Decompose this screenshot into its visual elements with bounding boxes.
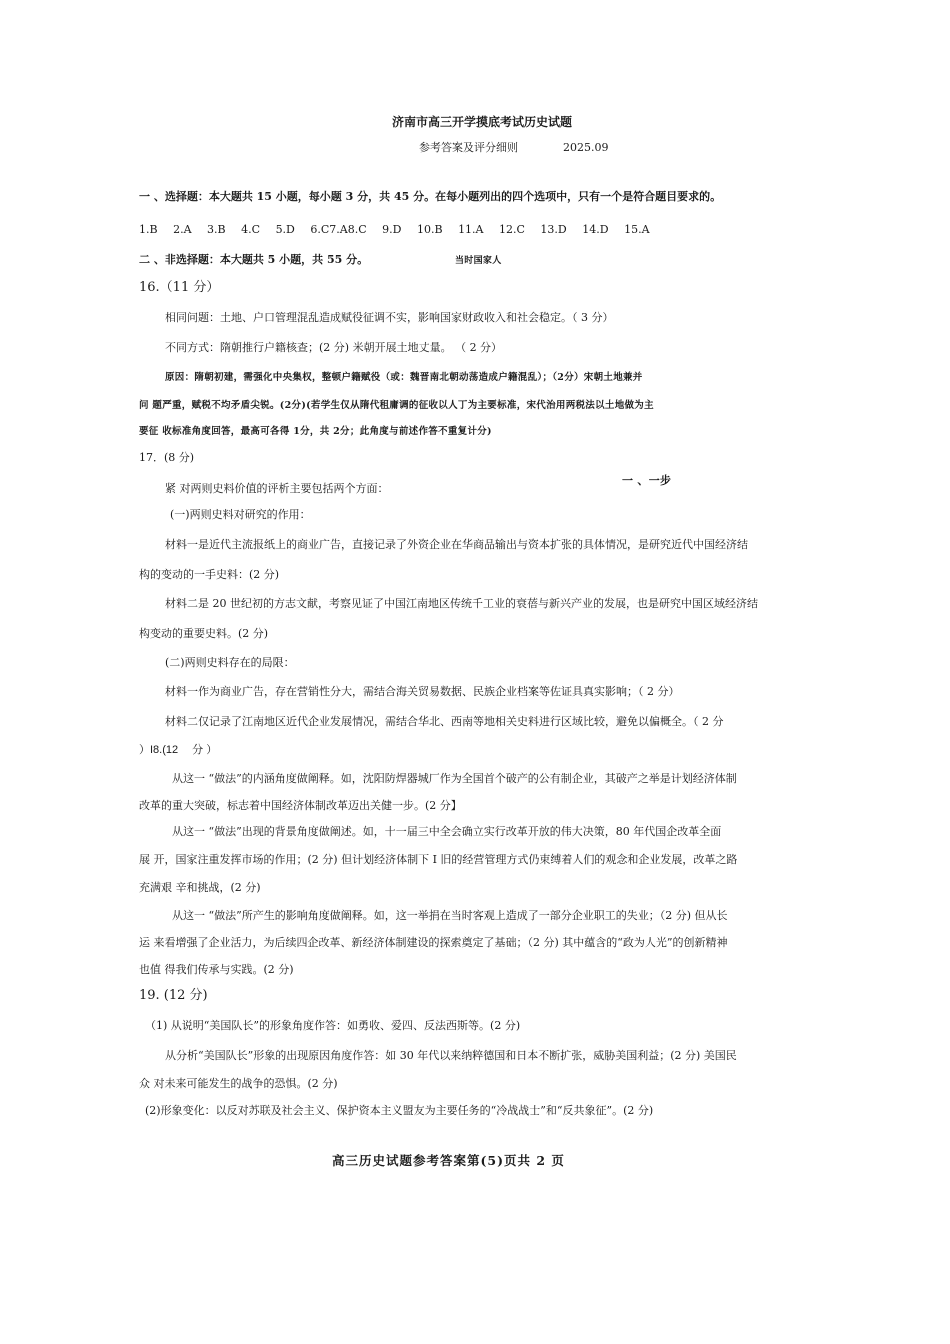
answer-item: 15.A — [624, 223, 650, 236]
q16-line: 问 题严重，赋税不均矛盾尖锐。(2分)(若学生仅从隋代租庸调的征收以人丁为主要标准，宋代治用两税法以土地做为主 — [139, 400, 654, 411]
q18-line: 展 开，国家注重发挥市场的作用；(2 分) 但计划经济体制下 I 旧的经营管理方式仍束缚着人们的观念和企业发展，改革之路 — [139, 853, 738, 866]
q18-line: 从这一 “做法”所产生的影响角度做阐释。如，这一举捐在当时客观上造成了一部分企业职工的失业；（2 分) 但从长 — [172, 909, 728, 922]
q17-subheading: (二)两则史料存在的局限： — [165, 656, 295, 669]
q16-line: 不同方式：隋朝推行户籍核查；(2 分) 米朝开展土地丈量。 （ 2 分） — [165, 341, 503, 354]
q16-line: 相同问题：土地、户口管理混乱造成赋役征调不实，影响国家财政收入和社会稳定。（ 3 分） — [165, 311, 614, 324]
page-footer: 高三历史试题参考答案第(5)页共 2 页 — [332, 1153, 565, 1168]
answer-item: 9.D — [382, 223, 402, 236]
q16-line: 原因：隋朝初建，需强化中央集权，整顿户籍赋役（或：魏晋南北朝动荡造成户籍混乱）；（2分）宋朝土地兼并 — [165, 372, 643, 383]
q19-line: 从分析“美国队长”形象的出现原因角度作答：如 30 年代以来纳粹德国和日本不断扩张，威胁美国利益；(2 分) 美国民 — [165, 1049, 737, 1062]
answer-item: 6.C7.A8.C — [310, 223, 367, 236]
document-title: 济南市高三开学摸底考试历史试题 — [392, 115, 573, 129]
answer-item: 14.D — [582, 223, 609, 236]
q18-line: 从这一 “做法”的内涵角度做阐释。如，沈阳防焊器城厂作为全国首个破产的公有制企业，其破产之举是计划经济体制 — [172, 772, 737, 785]
q17-subheading: (一)两则史料对研究的作用： — [170, 508, 311, 521]
part1-heading: 一 、选择题：本大题共 15 小题，每小题 3 分，共 45 分。在每小题列出的四个选项中，只有一个是符合题目要求的。 — [139, 190, 722, 203]
q18-line: 运 来看增强了企业活力，为后续四企改革、新经济体制建设的探索奠定了基础；（2 分) 其中蕴含的“政为人光”的创新精神 — [139, 936, 728, 949]
q18-line: 充满艰 辛和挑战，(2 分) — [139, 881, 261, 894]
choice-answers — [139, 222, 662, 238]
q17-intro: 紧 对两则史料价值的评析主要包括两个方面： — [165, 482, 389, 495]
part2-heading: 二 、非选择题：本大题共 5 小题，共 55 分。 — [139, 253, 369, 266]
answer-item: 10.B — [416, 223, 443, 236]
q18-line: 改革的重大突破，标志着中国经济体制改革迈出关健一步。(2 分】 — [139, 799, 462, 812]
answer-item: 13.D — [540, 223, 567, 236]
q17-line: 材料二是 20 世纪初的方志文献，考察见证了中国江南地区传统千工业的衰蓓与新兴产业的发展，也是研究中国区域经济结 — [165, 597, 758, 610]
q17-side-note: 一 、一步 — [622, 474, 672, 487]
q17-line: 构变动的重要史料。(2 分) — [139, 627, 269, 640]
stray-note: 当时国家人 — [455, 256, 502, 266]
answer-item: 11.A — [458, 223, 484, 236]
q19-heading: 19. (12 分) — [139, 988, 208, 1003]
answer-item: 5.D — [275, 223, 295, 236]
document-date: 2025.09 — [563, 141, 609, 154]
q18-line: 从这一 “做法”出现的背景角度做阐述。如，十一届三中全会确立实行改革开放的伟大决策，80 年代国企改革全面 — [172, 825, 722, 838]
q19-line: (2)形象变化：以反对苏联及社会主义、保护资本主义盟友为主要任务的“冷战战士”和“反共象征”。(2 分) — [145, 1104, 654, 1117]
q16-heading: 16.（11 分） — [139, 280, 220, 295]
q17-line: 材料二仅记录了江南地区近代企业发展情况，需结合华北、西南等地相关史料进行区域比较，避免以偏概全。（ 2 分 — [165, 715, 724, 728]
q18-heading: ）I8.(12 分 ） — [139, 744, 218, 756]
q17-line: 构的变动的一手史料：(2 分) — [139, 568, 280, 581]
answer-item: 1.B — [139, 223, 158, 236]
q17-line: 材料一作为商业广告，存在营销性分大，需结合海关贸易数据、民族企业档案等佐证具真实影响；（ 2 分） — [165, 685, 680, 698]
answer-item: 12.C — [499, 223, 525, 236]
q19-line: 众 对未来可能发生的战争的恐惧。(2 分) — [139, 1077, 338, 1090]
answer-item: 2.A — [173, 223, 192, 236]
q19-line: （1) 从说明“美国队长”的形象角度作答：如勇收、爱四、反法西斯等。(2 分) — [145, 1019, 521, 1032]
answer-item: 4.C — [241, 223, 261, 236]
q17-heading: 17．(8 分) — [139, 451, 195, 464]
document-subtitle: 参考答案及评分细则 — [419, 141, 518, 154]
q16-line: 要征 收标准角度回答，最高可各得 1分，共 2分；此角度与前述作答不重复计分) — [139, 426, 492, 437]
q17-line: 材料一是近代主流报纸上的商业广告，直接记录了外资企业在华商品输出与资本扩张的具体情况，是研究近代中国经济结 — [165, 538, 748, 551]
answer-item: 3.B — [207, 223, 226, 236]
q18-line: 也值 得我们传承与实践。(2 分) — [139, 963, 294, 976]
